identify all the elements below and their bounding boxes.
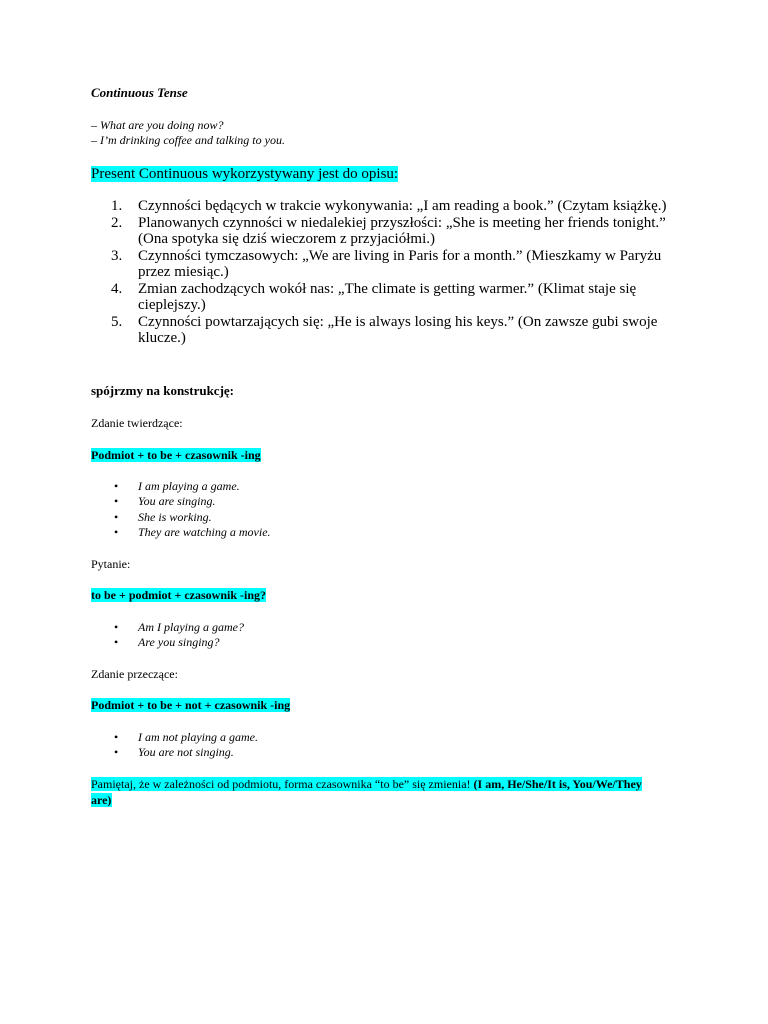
- example-text: You are not singing.: [138, 745, 234, 760]
- example-text: Am I playing a game?: [138, 620, 244, 634]
- highlighted-text: [91, 777, 642, 807]
- affirmative-label: Zdanie twierdzące:: [91, 416, 183, 430]
- list-number: 4.: [111, 280, 123, 297]
- list-item: [91, 635, 244, 650]
- bullet-icon: •: [114, 494, 119, 509]
- affirmative-formula: [91, 448, 261, 463]
- highlighted-text: Podmiot + to be + not + czasownik -ing: [91, 698, 291, 712]
- list-item-text: Zmian zachodzących wokół nas: „The climate is getting warmer.” (Klimat staje się cieplejszy.): [138, 280, 637, 313]
- dialog-line: – What are you doing now?: [91, 118, 224, 132]
- bullet-icon: •: [114, 745, 119, 760]
- list-number: 1.: [111, 198, 123, 214]
- example-text: They are watching a movie.: [138, 524, 271, 539]
- list-item: [91, 215, 691, 248]
- example-text: You are singing.: [138, 494, 216, 509]
- reminder-note: [91, 777, 651, 808]
- question-formula: [91, 588, 266, 603]
- negative-label: Zdanie przeczące:: [91, 667, 178, 681]
- highlighted-text: Present Continuous wykorzystywany jest do opisu:: [91, 166, 399, 182]
- bullet-icon: •: [114, 730, 119, 744]
- usage-heading: [91, 164, 399, 184]
- example-text: Are you singing?: [138, 635, 220, 650]
- list-item: [91, 745, 258, 760]
- list-item: [91, 620, 244, 635]
- list-item: [91, 281, 691, 314]
- affirmative-examples: [91, 479, 271, 540]
- list-item-text: Czynności powtarzających się: „He is always losing his keys.” (On zawsze gubi swoje klucze.): [138, 313, 658, 346]
- bullet-icon: •: [114, 479, 119, 493]
- negative-formula: [91, 698, 290, 713]
- negative-examples: [91, 730, 258, 761]
- highlighted-text: Podmiot + to be + czasownik -ing: [91, 448, 261, 462]
- dialog-line: – I’m drinking coffee and talking to you.: [91, 133, 285, 147]
- list-number: 5.: [111, 313, 123, 330]
- list-item: [91, 730, 258, 745]
- list-item: [91, 494, 271, 509]
- list-item: [91, 198, 691, 215]
- highlighted-text: to be + podmiot + czasownik -ing?: [91, 588, 267, 602]
- list-item: [91, 510, 271, 525]
- example-dialog: [91, 118, 285, 148]
- example-text: She is working.: [138, 509, 212, 524]
- example-text: I am playing a game.: [138, 479, 240, 493]
- bullet-icon: •: [114, 524, 119, 539]
- list-item: [91, 525, 271, 540]
- usage-list: [91, 198, 691, 347]
- list-number: 3.: [111, 247, 123, 264]
- page-title: Continuous Tense: [91, 85, 188, 100]
- list-item: [91, 314, 691, 347]
- bullet-icon: •: [114, 635, 119, 650]
- example-text: I am not playing a game.: [138, 730, 258, 744]
- bullet-icon: •: [114, 620, 119, 634]
- bullet-icon: •: [114, 509, 119, 524]
- list-number: 2.: [111, 214, 123, 231]
- note-text: Pamiętaj, że w zależności od podmiotu, forma czasownika “to be” się zmienia!: [91, 777, 474, 791]
- list-item: [91, 479, 271, 494]
- note-bold-text: (I am, He/She/It is, You/We/They are): [91, 777, 642, 807]
- question-examples: [91, 620, 244, 651]
- question-label: Pytanie:: [91, 557, 131, 571]
- list-item-text: Czynności tymczasowych: „We are living in Paris for a month.” (Mieszkamy w Paryżu przez miesiąc.): [138, 247, 662, 280]
- construction-heading: spójrzmy na konstrukcję:: [91, 383, 234, 398]
- list-item: [91, 248, 691, 281]
- list-item-text: Czynności będących w trakcie wykonywania: „I am reading a book.” (Czytam książkę.): [138, 198, 667, 214]
- list-item-text: Planowanych czynności w niedalekiej przyszłości: „She is meeting her friends tonight.” (Ona spotyka się dziś wieczorem z przyjaciółmi.): [138, 214, 666, 247]
